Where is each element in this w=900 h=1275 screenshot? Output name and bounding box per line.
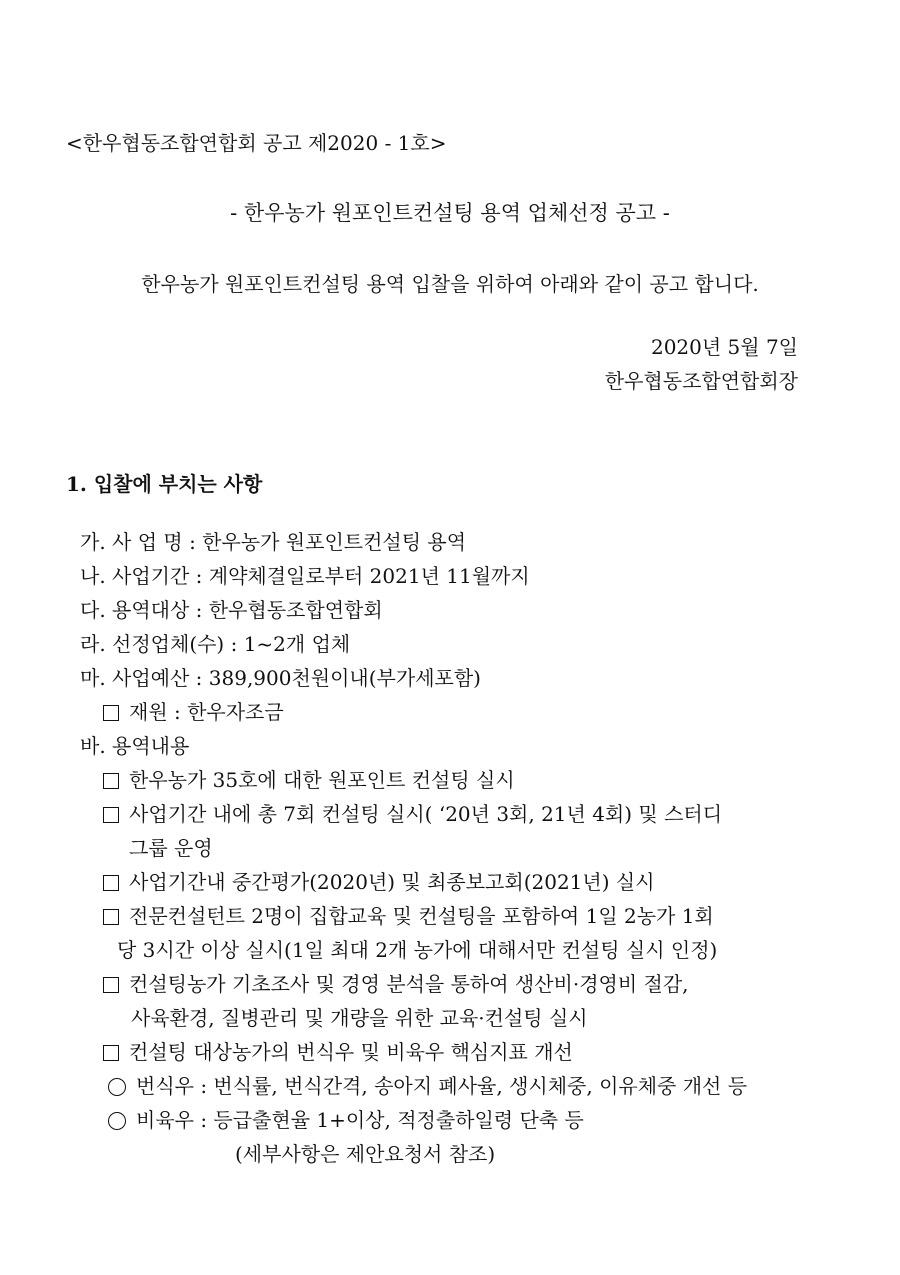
section-heading: 1. 입찰에 부치는 사항	[66, 472, 263, 496]
content-item-4-cont: 당 3시간 이상 실시(1일 최대 2개 농가에 대해서만 컨설팅 실시 인정)	[117, 938, 718, 962]
content-item-3	[103, 869, 655, 895]
content-item-2	[103, 801, 722, 827]
checkbox-square-icon	[103, 773, 119, 789]
budget-source-text: 재원 : 한우자조금	[129, 700, 284, 724]
item-service-target: 다. 용역대상 : 한우협동조합연합회	[80, 598, 383, 622]
item-service-content: 바. 용역내용	[80, 734, 190, 758]
checkbox-square-icon	[103, 977, 119, 993]
checkbox-square-icon	[103, 909, 119, 925]
content-item-5-cont: 사육환경, 질병관리 및 개량을 위한 교육·컨설팅 실시	[131, 1006, 588, 1030]
checkbox-square-icon	[103, 705, 119, 721]
item-project-name: 가. 사 업 명 : 한우농가 원포인트컨설팅 용역	[80, 530, 467, 554]
item-budget: 마. 사업예산 : 389,900천원이내(부가세포함)	[80, 666, 481, 690]
content-item-text: 전문컨설턴트 2명이 집합교육 및 컨설팅을 포함하여 1일 2농가 1회	[129, 904, 714, 928]
sub-item-text: 비육우 : 등급출현율 1+이상, 적정출하일령 단축 등	[136, 1108, 584, 1132]
item-project-period: 나. 사업기간 : 계약체결일로부터 2021년 11월까지	[80, 564, 530, 588]
content-item-text: 사업기간내 중간평가(2020년) 및 최종보고회(2021년) 실시	[129, 870, 655, 894]
content-item-text: 컨설팅농가 기초조사 및 경영 분석을 통하여 생산비·경영비 절감,	[129, 972, 689, 996]
circle-bullet-icon	[108, 1112, 126, 1130]
content-item-text: 컨설팅 대상농가의 번식우 및 비육우 핵심지표 개선	[129, 1040, 573, 1064]
checkbox-square-icon	[103, 875, 119, 891]
sub-item-breeding	[108, 1073, 747, 1099]
sub-item-text: 번식우 : 번식률, 번식간격, 송아지 폐사율, 생시체중, 이유체중 개선 등	[136, 1074, 748, 1098]
content-item-2-cont: 그룹 운영	[129, 836, 213, 860]
content-item-text: 한우농가 35호에 대한 원포인트 컨설팅 실시	[129, 768, 515, 792]
notice-date: 2020년 5월 7일	[650, 335, 798, 359]
notice-number: <한우협동조합연합회 공고 제2020 - 1호>	[66, 131, 447, 155]
checkbox-square-icon	[103, 1045, 119, 1061]
content-item-1	[103, 767, 515, 793]
document-title: - 한우농가 원포인트컨설팅 용역 업체선정 공고 -	[230, 201, 670, 225]
budget-source	[103, 699, 284, 725]
content-item-4	[103, 903, 714, 929]
issuer-name: 한우협동조합연합회장	[604, 369, 798, 393]
intro-text: 한우농가 원포인트컨설팅 용역 입찰을 위하여 아래와 같이 공고 합니다.	[141, 272, 759, 296]
circle-bullet-icon	[108, 1078, 126, 1096]
item-selected-count: 라. 선정업체(수) : 1~2개 업체	[80, 632, 351, 656]
reference-note: (세부사항은 제안요청서 참조)	[235, 1142, 496, 1166]
content-item-5	[103, 971, 689, 997]
content-item-text: 사업기간 내에 총 7회 컨설팅 실시( ‘20년 3회, 21년 4회) 및 스터디	[129, 802, 723, 826]
content-item-6	[103, 1039, 573, 1065]
checkbox-square-icon	[103, 807, 119, 823]
sub-item-fattening	[108, 1107, 584, 1133]
